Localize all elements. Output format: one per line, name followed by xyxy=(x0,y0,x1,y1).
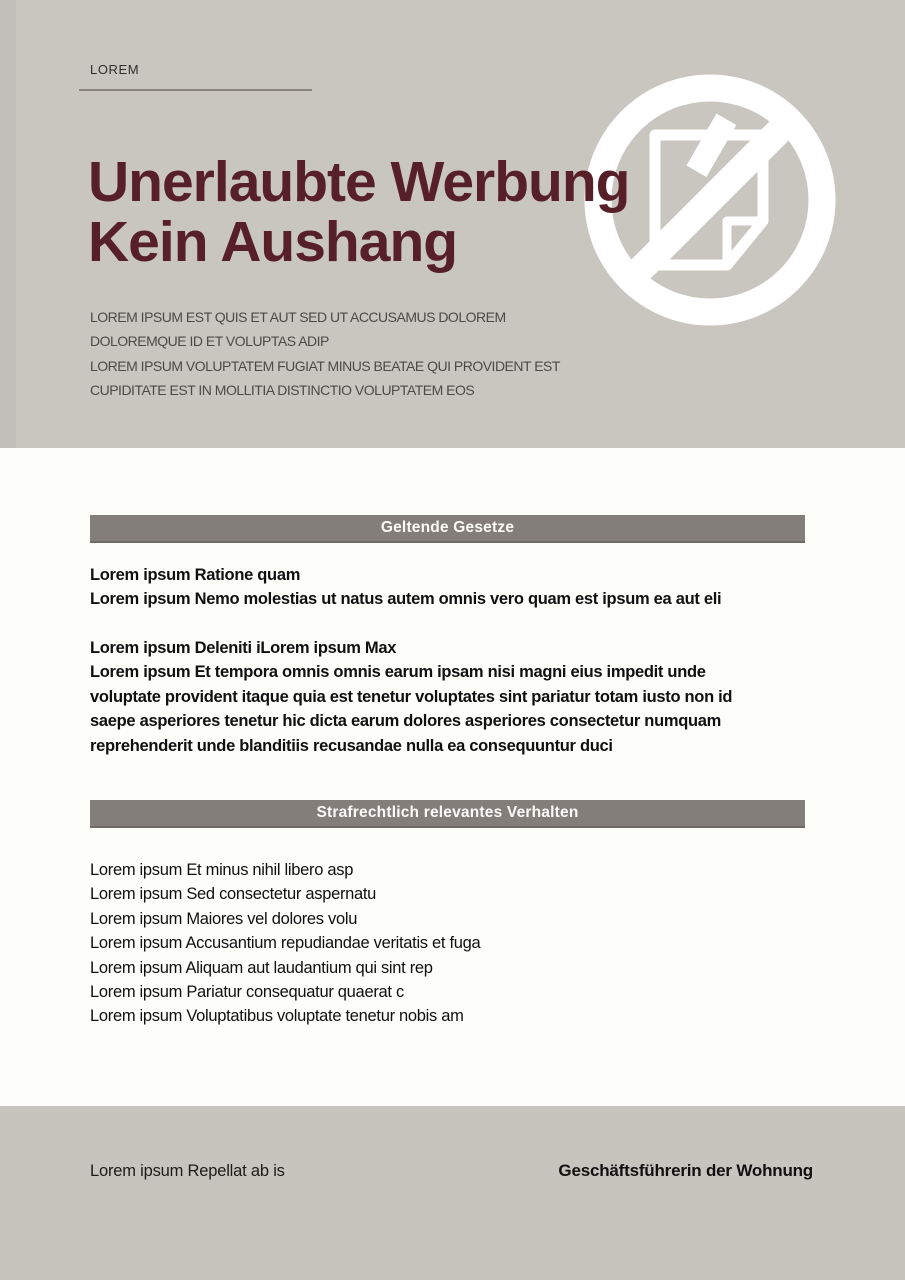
intro-line: DOLOREMQUE ID ET VOLUPTAS ADIP xyxy=(90,333,329,350)
list-item: Lorem ipsum Accusantium repudiandae veritatis et fuga xyxy=(90,934,481,953)
footer-left-text: Lorem ipsum Repellat ab is xyxy=(90,1162,285,1180)
section-header-laws xyxy=(90,515,805,543)
section-header-laws-label: Geltende Gesetze xyxy=(380,519,515,536)
section-header-criminal xyxy=(90,800,805,828)
laws-paragraph-1-line: Lorem ipsum Ratione quam xyxy=(90,566,301,584)
laws-paragraph-2-line: voluptate provident itaque quia est tenetur voluptates sint pariatur totam iusto non id xyxy=(90,687,733,706)
list-item: Lorem ipsum Aliquam aut laudantium qui sint rep xyxy=(90,958,433,977)
list-item: Lorem ipsum Et minus nihil libero asp xyxy=(90,861,354,879)
intro-line: LOREM IPSUM EST QUIS ET AUT SED UT ACCUSAMUS DOLOREM xyxy=(90,309,506,325)
criminal-items-list xyxy=(90,858,480,1029)
list-item: Lorem ipsum Maiores vel dolores volu xyxy=(90,909,358,928)
eyebrow-underline xyxy=(79,89,312,91)
paper-fold-corner xyxy=(727,221,763,265)
intro-line: LOREM IPSUM VOLUPTATEM FUGIAT MINUS BEATAE QUI PROVIDENT EST xyxy=(90,357,560,374)
laws-paragraph-2-line: Lorem ipsum Deleniti iLorem ipsum Max xyxy=(90,639,397,657)
laws-paragraph-1-line: Lorem ipsum Nemo molestias ut natus autem omnis vero quam est ipsum ea aut eli xyxy=(90,590,722,609)
laws-paragraph-2-line: reprehenderit unde blanditiis recusandae nulla ea consequuntur duci xyxy=(90,736,613,755)
list-item: Lorem ipsum Sed consectetur aspernatu xyxy=(90,885,377,904)
laws-paragraph-2 xyxy=(90,636,732,758)
footer-band xyxy=(0,1106,905,1280)
header-band xyxy=(0,0,905,448)
page-title-line2: Kein Aushang xyxy=(88,210,458,274)
section-header-criminal-label: Strafrechtlich relevantes Verhalten xyxy=(316,804,579,821)
page-title-line1: Unerlaubte Werbung xyxy=(88,150,630,214)
eyebrow-label: LOREM xyxy=(90,62,140,77)
page-title xyxy=(88,152,629,272)
intro-line: CUPIDITATE EST IN MOLLITIA DISTINCTIO VOLUPTATEM EOS xyxy=(90,381,475,398)
intro-text xyxy=(90,305,560,402)
laws-paragraph-1 xyxy=(90,563,721,612)
laws-paragraph-2-line: Lorem ipsum Et tempora omnis omnis earum ipsam nisi magni eius impedit unde xyxy=(90,663,706,682)
left-edge-strip xyxy=(0,0,16,448)
laws-paragraph-2-line: saepe asperiores tenetur hic dicta earum dolores asperiores consectetur numquam xyxy=(90,712,722,731)
list-item: Lorem ipsum Pariatur consequatur quaerat c xyxy=(90,983,404,1002)
footer-signature: Geschäftsführerin der Wohnung xyxy=(558,1161,813,1180)
list-item: Lorem ipsum Voluptatibus voluptate tenetur nobis am xyxy=(90,1007,464,1026)
